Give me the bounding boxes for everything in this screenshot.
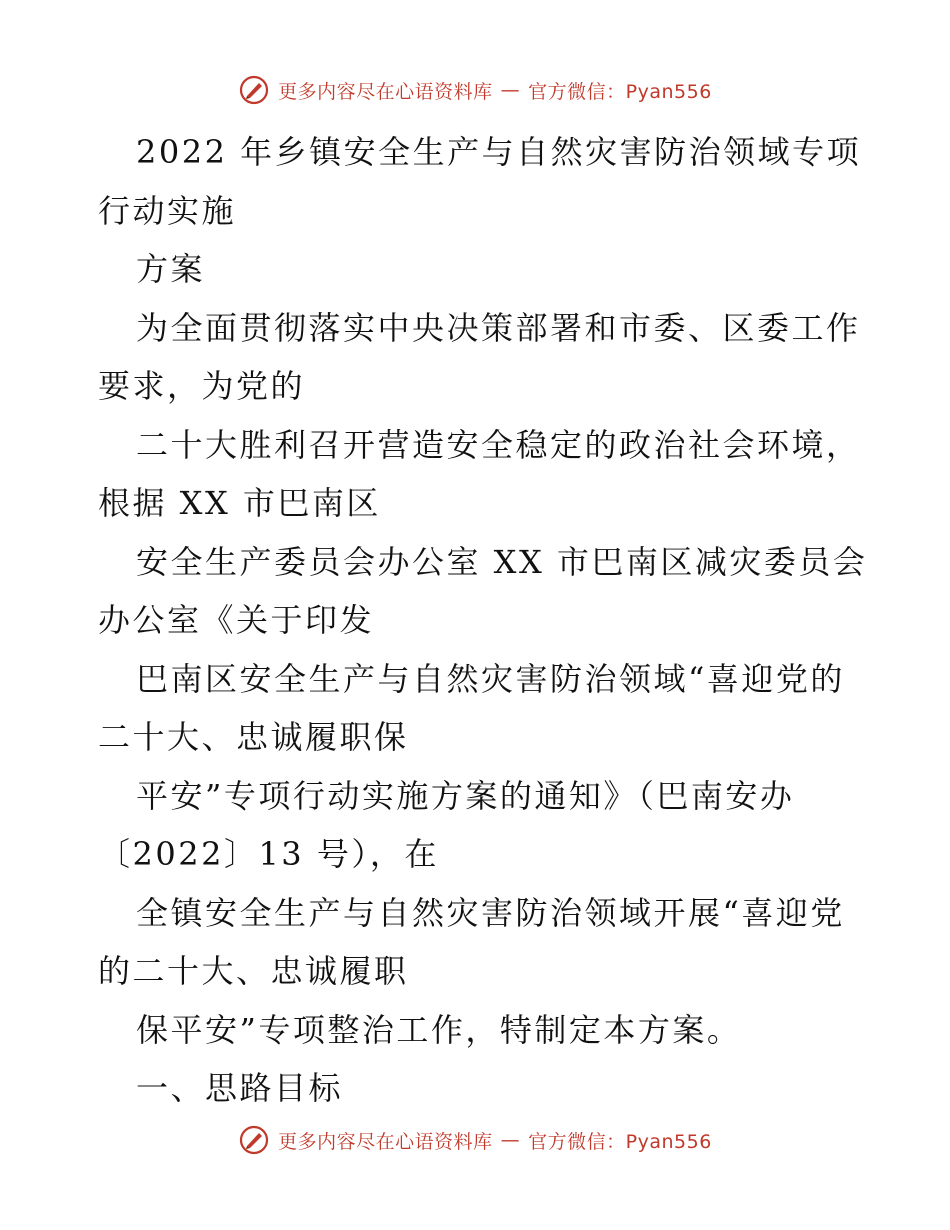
paragraph-line: 要求，为党的 (98, 367, 306, 405)
title-line-2: 行动实施 (98, 191, 237, 230)
watermark-dash: — (500, 79, 521, 101)
title-line-1: 2022 年乡镇安全生产与自然灾害防治领域专项 (136, 133, 862, 171)
watermark-wechat-text: 官方微信：Pyan556 (528, 1130, 712, 1153)
watermark-dash: — (500, 1129, 521, 1151)
watermark-site-text: 更多内容尽在心语资料库 (278, 80, 493, 103)
footer-watermark (0, 1120, 950, 1160)
watermark-site-text: 更多内容尽在心语资料库 (278, 1130, 493, 1153)
paragraph-line: 〔2022〕13 号），在 (98, 835, 439, 873)
paragraph-line: 巴南区安全生产与自然灾害防治领域“喜迎党的 (136, 659, 845, 698)
document-body (98, 123, 868, 1118)
paragraph-line: 安全生产委员会办公室 XX 市巴南区减灾委员会 (136, 542, 868, 581)
paragraph-line: 保平安”专项整治工作，特制定本方案。 (136, 1010, 742, 1049)
quill-seal-logo-icon (238, 74, 270, 106)
paragraph-line: 平安”专项行动实施方案的通知》（巴南安办 (136, 776, 795, 815)
paragraph-line: 二十大胜利召开营造安全稳定的政治社会环境， (136, 425, 861, 464)
paragraph-line: 全镇安全生产与自然灾害防治领域开展“喜迎党 (136, 893, 845, 932)
paragraph-line: 的二十大、忠诚履职 (98, 952, 409, 990)
header-watermark (0, 70, 950, 110)
paragraph-line: 为全面贯彻落实中央决策部署和市委、区委工作 (136, 308, 861, 347)
paragraph-line: 办公室《关于印发 (98, 601, 375, 639)
paragraph-line: 根据 XX 市巴南区 (98, 484, 381, 522)
section-heading: 一、思路目标 (136, 1069, 344, 1107)
quill-seal-logo-icon (238, 1124, 270, 1156)
watermark-wechat-text: 官方微信：Pyan556 (528, 80, 712, 103)
paragraph-line: 二十大、忠诚履职保 (98, 718, 409, 756)
title-line-3: 方案 (136, 250, 206, 288)
